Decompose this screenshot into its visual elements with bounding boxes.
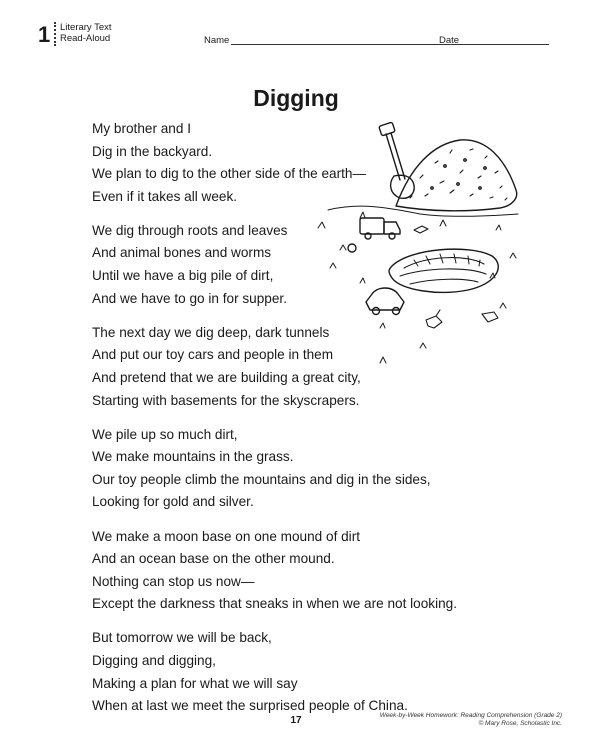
page-number: 17 <box>290 715 302 726</box>
poem-title: Digging <box>253 85 339 111</box>
category-line-2: Read-Aloud <box>60 33 111 44</box>
dirt-pile-icon <box>396 140 517 211</box>
poem-line: Except the darkness that sneaks in when we are not looking. <box>92 596 457 612</box>
poem-line: Even if it takes all week. <box>92 188 238 204</box>
poem-line: Digging and digging, <box>92 652 216 668</box>
poem-line: Our toy people climb the mountains and dig in the sides, <box>92 471 431 487</box>
poem-line: My brother and I <box>92 121 191 136</box>
poem-line: And put our toy cars and people in them <box>92 347 334 363</box>
date-label: Date <box>439 35 460 46</box>
poem-stanza <box>92 424 572 514</box>
poem-line: Until we have a big pile of dirt, <box>92 268 274 284</box>
poem-line: Nothing can stop us now— <box>92 573 255 589</box>
poem-line: We pile up so much dirt, <box>92 426 238 442</box>
poem-line: And animal bones and worms <box>92 245 272 261</box>
toy-person-icon <box>426 310 442 328</box>
credit-text <box>380 712 562 728</box>
credit-line-2: © Mary Rose, Scholastic Inc. <box>478 720 562 727</box>
hole-icon <box>389 249 498 292</box>
toy-ball-icon <box>348 244 356 252</box>
page-header <box>38 22 558 46</box>
poem-line: The next day we dig deep, dark tunnels <box>92 324 330 340</box>
toy-figure-icon <box>414 226 428 233</box>
poem-line: We make a moon base on one mound of dirt <box>92 528 361 544</box>
poem-line: Dig in the backyard. <box>92 143 213 159</box>
poem-line: And we have to go in for supper. <box>92 290 287 306</box>
poem-line: We make mountains in the grass. <box>92 449 294 465</box>
poem-line: And an ocean base on the other mound. <box>92 551 335 567</box>
poem-stanza <box>92 526 572 616</box>
name-label: Name <box>204 35 230 46</box>
poem-line: We dig through roots and leaves <box>92 222 288 238</box>
poem-line: Starting with basements for the skyscrapers. <box>92 392 360 408</box>
date-field[interactable] <box>463 44 549 45</box>
poem-line: When at last we meet the surprised people of China. <box>92 698 408 714</box>
header-divider <box>54 22 56 46</box>
poem-line: But tomorrow we will be back, <box>92 630 272 646</box>
toy-block-icon <box>482 312 498 322</box>
poem-line: And pretend that we are building a great city, <box>92 369 361 385</box>
poem-line: Making a plan for what we will say <box>92 675 298 691</box>
digging-illustration <box>300 118 522 376</box>
week-number: 1 <box>38 22 51 47</box>
credit-line-1: Week-by-Week Homework: Reading Comprehension (Grade 2) <box>379 712 562 719</box>
category-line-1: Literary Text <box>60 22 112 33</box>
toy-truck-icon <box>360 218 400 239</box>
name-field[interactable] <box>231 44 471 45</box>
category-label <box>60 22 112 44</box>
poem-line: Looking for gold and silver. <box>92 494 254 510</box>
poem-line: We plan to dig to the other side of the earth— <box>92 166 367 182</box>
shovel-icon <box>379 122 414 198</box>
poem-stanza <box>92 627 572 717</box>
toy-car-icon <box>366 288 404 315</box>
